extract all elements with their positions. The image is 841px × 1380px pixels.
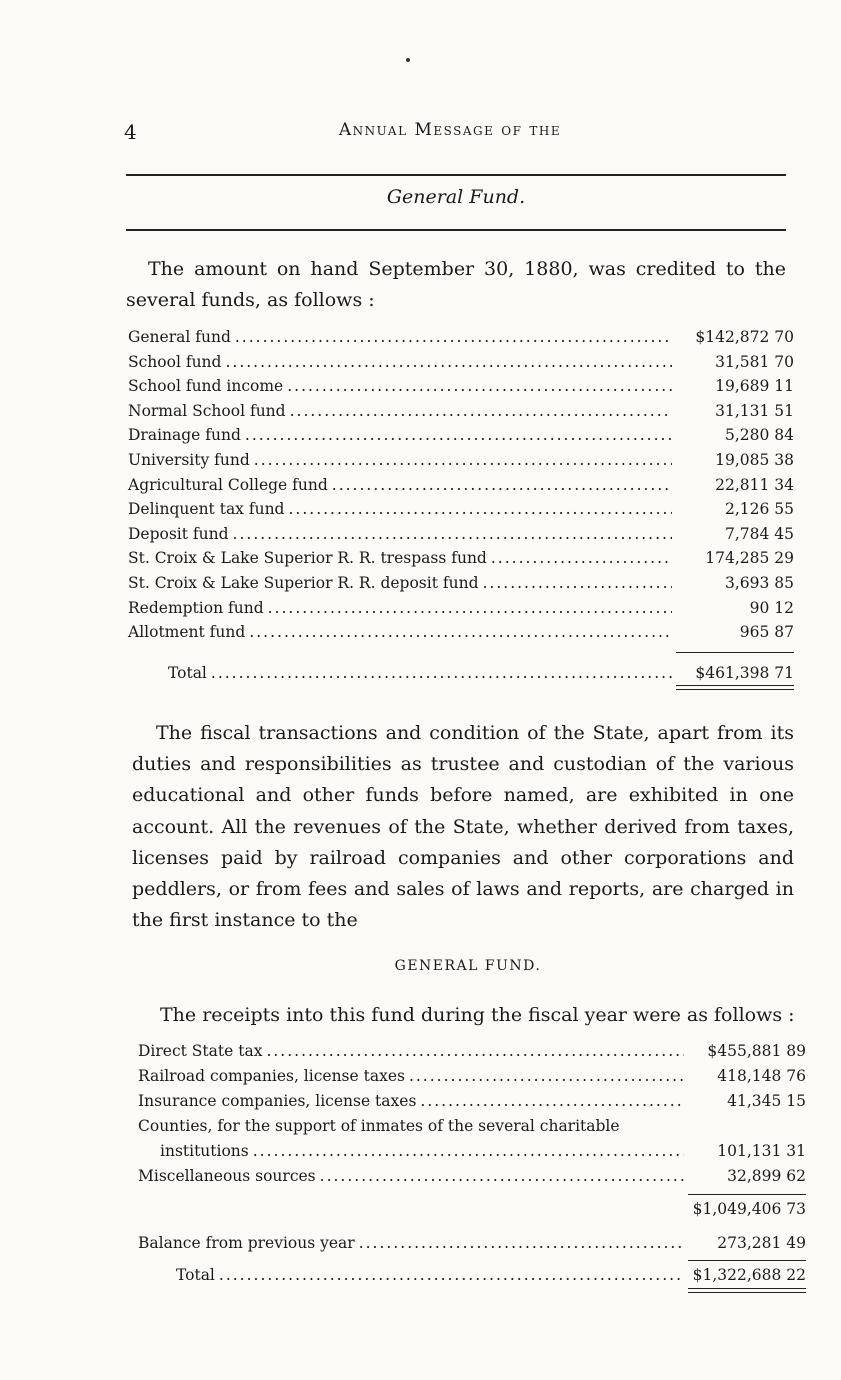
table-row — [128, 451, 794, 475]
total-amount: $1,322,688 22 — [692, 1266, 806, 1284]
table-row — [138, 1042, 806, 1066]
total-amount: $461,398 71 — [695, 664, 794, 682]
row-label: Redemption fund — [128, 598, 264, 617]
table-row — [128, 623, 794, 647]
subtotal-row — [138, 1200, 806, 1224]
balance-amount: 273,281 49 — [717, 1234, 806, 1252]
table-row — [128, 599, 794, 623]
bottom-rule — [126, 229, 786, 231]
row-amount: 965 87 — [739, 623, 794, 642]
row-amount: 2,126 55 — [724, 500, 794, 519]
table-row — [128, 353, 794, 377]
total-label: Total — [168, 664, 207, 682]
general-fund-heading: GENERAL FUND. — [394, 958, 542, 974]
row-label: Agricultural College fund — [128, 475, 328, 494]
row-label: Direct State tax — [138, 1042, 263, 1060]
row-label: Miscellaneous sources — [138, 1167, 316, 1185]
subtotal-rule — [688, 1194, 806, 1195]
row-label: Allotment fund — [128, 623, 246, 642]
row-amount: 418,148 76 — [717, 1067, 806, 1085]
row-amount: 5,280 84 — [724, 426, 794, 445]
fiscal-paragraph: The fiscal transactions and condition of the State, apart from its duties and responsibilities as trustee and custodian of the various educational and other funds before named, are exhibited in one account. All the revenues of the State, whether derived from taxes, licenses paid by railroad companies and other corporations and peddlers, or from fees and sales of laws and reports, are charged in the first instance to the — [132, 722, 794, 932]
subtotal-rule — [676, 652, 794, 653]
row-amount: 31,581 70 — [715, 352, 794, 371]
receipts-table — [138, 1042, 806, 1302]
funds-table — [128, 328, 794, 698]
table-row — [128, 402, 794, 426]
row-amount: 174,285 29 — [705, 549, 794, 568]
total-label: Total — [176, 1266, 215, 1284]
page-number: 4 — [124, 120, 137, 144]
table-row — [128, 574, 794, 598]
row-amount: 31,131 51 — [715, 401, 794, 420]
table-row — [138, 1167, 806, 1191]
row-label: Delinquent tax fund — [128, 500, 285, 519]
table-row — [128, 476, 794, 500]
total-double-rule — [688, 1288, 806, 1293]
top-rule — [126, 174, 786, 176]
row-amount: 101,131 31 — [717, 1142, 806, 1160]
section-title: General Fund. — [386, 186, 526, 208]
table-row — [128, 377, 794, 401]
table-row — [128, 549, 794, 573]
total-double-rule — [676, 685, 794, 690]
table-row — [128, 500, 794, 524]
row-amount: 3,693 85 — [724, 574, 794, 592]
intro-paragraph: The amount on hand September 30, 1880, was credited to the several funds, as follows : — [126, 258, 786, 311]
table-row — [138, 1234, 806, 1258]
row-amount: 22,811 34 — [715, 475, 794, 494]
table-row — [128, 328, 794, 352]
receipts-paragraph: The receipts into this fund during the fiscal year were as follows : — [160, 1004, 795, 1026]
row-amount: 7,784 45 — [724, 524, 794, 543]
row-label: Counties, for the support of inmates of the several charitable — [138, 1117, 620, 1135]
row-label: St. Croix & Lake Superior R. R. trespass fund — [128, 549, 487, 568]
row-label: institutions — [160, 1142, 249, 1160]
row-label: School fund — [128, 352, 222, 371]
ink-dot — [406, 58, 410, 62]
total-row — [138, 1266, 806, 1290]
row-label: General fund — [128, 328, 231, 346]
table-row — [138, 1067, 806, 1091]
row-amount: 90 12 — [749, 598, 794, 617]
row-label: Railroad companies, license taxes — [138, 1067, 405, 1085]
running-head: Annual Message of the — [338, 120, 562, 140]
row-amount: $455,881 89 — [707, 1042, 806, 1060]
table-row — [128, 525, 794, 549]
row-amount: 19,085 38 — [715, 451, 794, 469]
row-label: Deposit fund — [128, 524, 229, 543]
row-label: Insurance companies, license taxes — [138, 1092, 417, 1110]
row-label: University fund — [128, 451, 250, 469]
row-label: Drainage fund — [128, 426, 241, 445]
row-label: Normal School fund — [128, 401, 286, 420]
table-row — [138, 1117, 806, 1141]
row-amount: $142,872 70 — [695, 328, 794, 346]
row-label: School fund income — [128, 377, 284, 396]
table-row — [138, 1092, 806, 1116]
row-label: St. Croix & Lake Superior R. R. deposit fund — [128, 574, 479, 592]
total-rule — [688, 1260, 806, 1261]
subtotal-amount: $1,049,406 73 — [692, 1200, 806, 1218]
row-amount: 41,345 15 — [727, 1092, 806, 1110]
balance-label: Balance from previous year — [138, 1234, 355, 1252]
table-row — [128, 426, 794, 450]
table-row — [138, 1142, 806, 1166]
row-amount: 19,689 11 — [715, 377, 794, 396]
row-amount: 32,899 62 — [727, 1167, 806, 1185]
